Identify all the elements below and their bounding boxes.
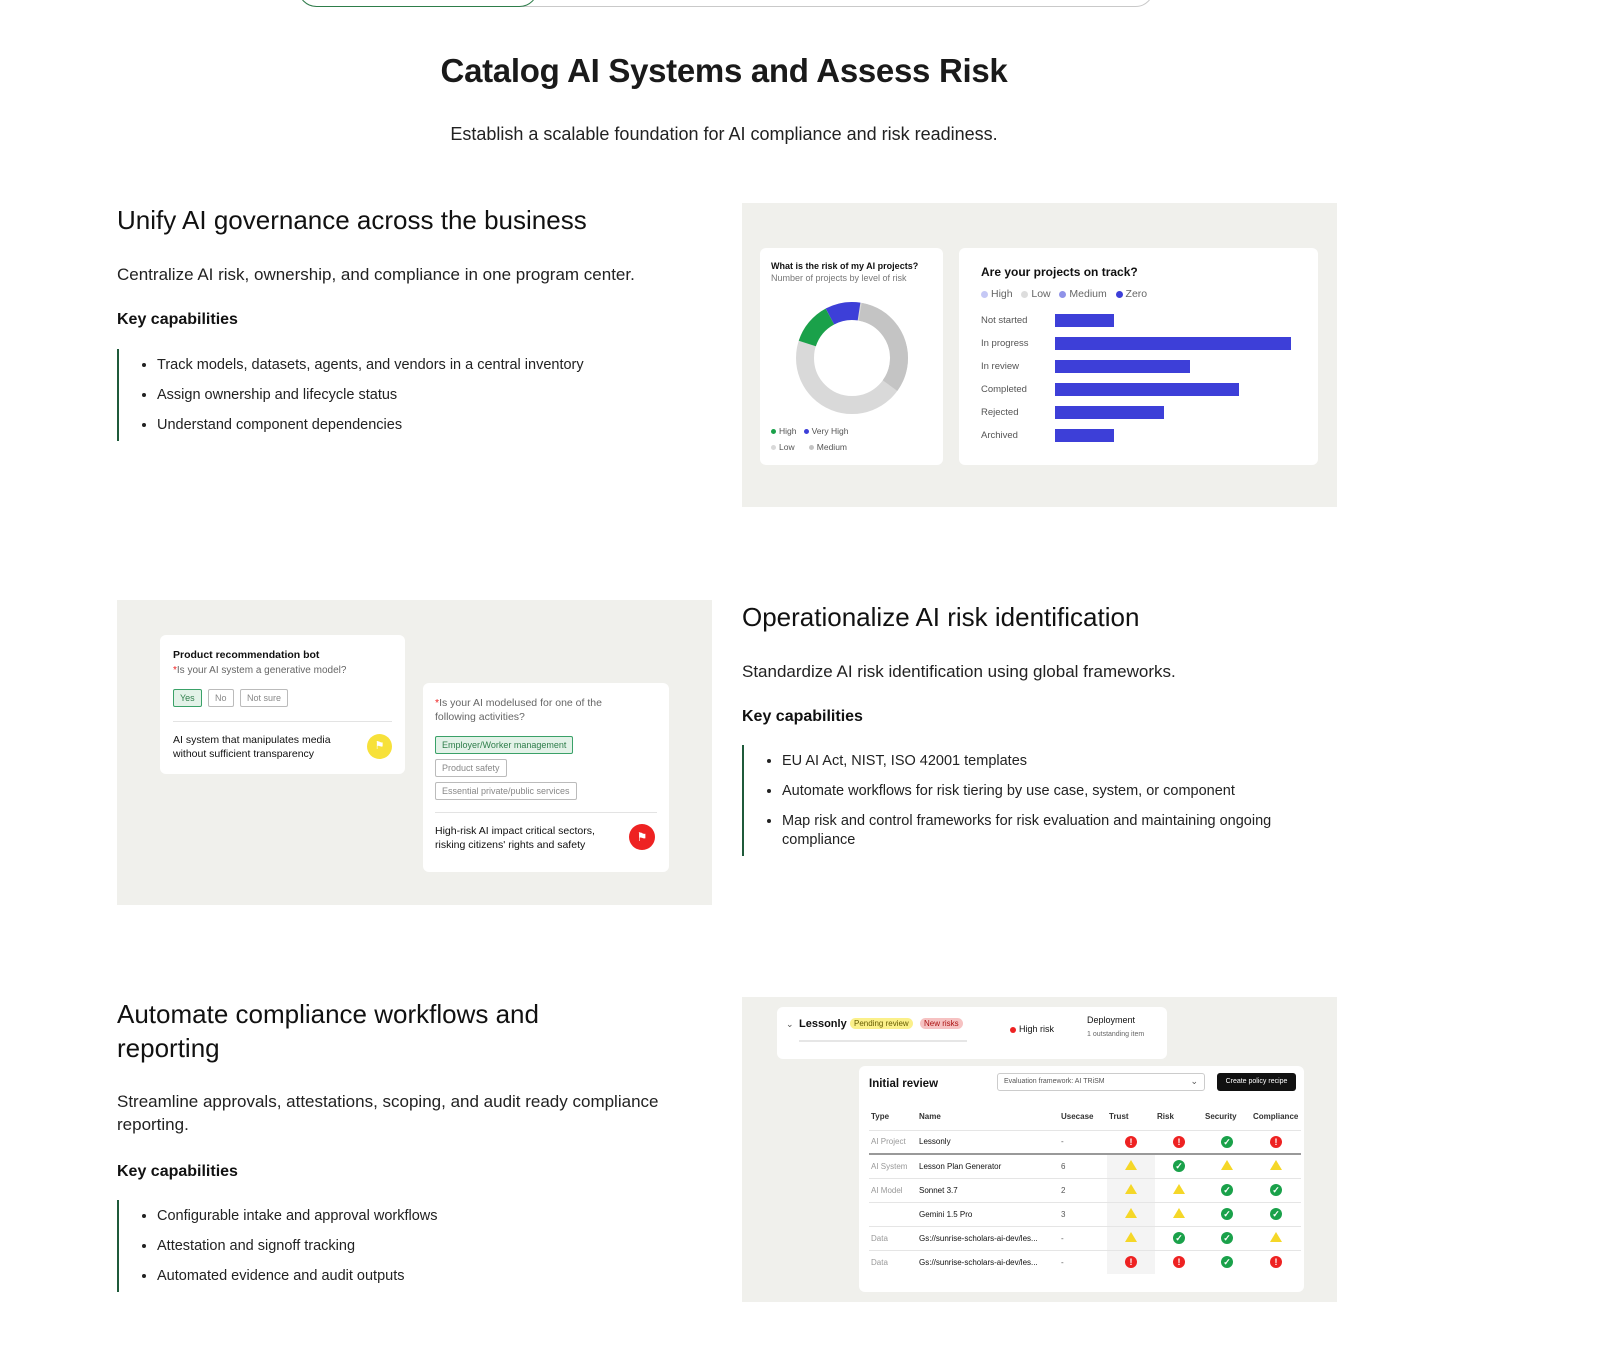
- warning-icon: [1173, 1184, 1185, 1194]
- alert-icon: !: [1125, 1136, 1137, 1148]
- bar: [1055, 383, 1239, 396]
- cell-status: [1203, 1226, 1251, 1250]
- chevron-down-icon: ⌄: [1190, 1076, 1198, 1086]
- list-item: • Track models, datasets, agents, and vendors in a central inventory: [157, 356, 584, 375]
- check-icon: ✓: [1221, 1136, 1233, 1148]
- cell-status: [1251, 1202, 1301, 1226]
- check-icon: ✓: [1221, 1256, 1233, 1268]
- table-row[interactable]: [869, 1226, 1301, 1250]
- cell-usecase: 2: [1059, 1178, 1107, 1202]
- pending-badge: Pending review: [850, 1018, 913, 1029]
- legend-label: Medium: [816, 442, 847, 452]
- bar-category-label: Archived: [981, 430, 1018, 441]
- risk-label: High risk: [1019, 1024, 1055, 1034]
- alert-icon: !: [1270, 1136, 1282, 1148]
- warning-icon: [1270, 1160, 1282, 1170]
- legend-label: Low: [779, 442, 795, 452]
- cell-status: [1155, 1250, 1203, 1274]
- check-icon: ✓: [1270, 1184, 1282, 1196]
- question-text: Is your AI modelused for one of the following activities?: [435, 697, 602, 723]
- legend-label: High: [779, 426, 797, 436]
- bar: [1055, 314, 1114, 327]
- outstanding-items: 1 outstanding item: [1087, 1031, 1145, 1038]
- flag-icon: ⚑: [629, 824, 655, 850]
- section2-caps-list: [742, 745, 1302, 856]
- col-type: Type: [871, 1112, 890, 1122]
- bar-category-label: In review: [981, 361, 1020, 372]
- col-name: Name: [919, 1112, 941, 1122]
- option-product-safety[interactable]: Product safety: [435, 759, 507, 777]
- cell-status: [1203, 1154, 1251, 1178]
- alert-icon: !: [1270, 1256, 1282, 1268]
- bar: [1055, 360, 1190, 373]
- legend-label: High: [991, 288, 1013, 300]
- table-row[interactable]: [869, 1130, 1301, 1154]
- cell-usecase: -: [1059, 1250, 1107, 1274]
- cell-status: [1251, 1130, 1301, 1154]
- option-not-sure[interactable]: Not sure: [240, 689, 288, 707]
- section3-description: Streamline approvals, attestations, scoping, and audit ready compliance reporting.: [117, 1092, 659, 1134]
- check-icon: ✓: [1270, 1208, 1282, 1220]
- table-row[interactable]: [869, 1250, 1301, 1274]
- cell-type: Data: [869, 1250, 917, 1274]
- bar: [1055, 406, 1164, 419]
- select-value: Evaluation framework: AI TRiSM: [1004, 1078, 1105, 1085]
- compliance-preview: [742, 997, 1337, 1302]
- cell-status: [1251, 1178, 1301, 1202]
- bar: [1055, 429, 1114, 442]
- warning-icon: [1270, 1232, 1282, 1242]
- cell-status: [1107, 1202, 1155, 1226]
- section2-description: Standardize AI risk identification using global frameworks.: [742, 662, 1176, 681]
- bar-chart-card: [959, 248, 1318, 465]
- framework-select[interactable]: [997, 1073, 1205, 1091]
- cell-status: [1251, 1154, 1301, 1178]
- bar-chart-title: Are your projects on track?: [981, 265, 1138, 279]
- option-employer[interactable]: Employer/Worker management: [435, 736, 573, 754]
- alert-icon: !: [1125, 1256, 1137, 1268]
- cell-type: [869, 1202, 917, 1226]
- bar-category-label: In progress: [981, 338, 1029, 349]
- risk-finding: AI system that manipulates media without sufficient transparency: [173, 734, 331, 760]
- cell-status: [1155, 1226, 1203, 1250]
- initial-review-card: [859, 1066, 1304, 1292]
- warning-icon: [1125, 1160, 1137, 1170]
- table-row[interactable]: [869, 1178, 1301, 1202]
- cell-status: [1107, 1130, 1155, 1154]
- donut-legend: [771, 426, 848, 452]
- section1-caps-list: [117, 349, 584, 441]
- cell-name: Gs://sunrise-scholars-ai-dev/les...: [917, 1250, 1059, 1274]
- cell-usecase: 6: [1059, 1154, 1107, 1178]
- risk-finding: High-risk AI impact critical sectors, risking citizens' rights and safety: [435, 825, 595, 851]
- risk-status: [1010, 1024, 1054, 1034]
- check-icon: ✓: [1221, 1184, 1233, 1196]
- cell-usecase: -: [1059, 1226, 1107, 1250]
- donut-subtitle: Number of projects by level of risk: [771, 273, 907, 283]
- donut-chart: [792, 298, 912, 418]
- warning-icon: [1173, 1208, 1185, 1218]
- cell-name: Sonnet 3.7: [917, 1178, 1059, 1202]
- option-essential-services[interactable]: Essential private/public services: [435, 782, 577, 800]
- legend-label: Low: [1031, 288, 1051, 300]
- cell-status: [1155, 1202, 1203, 1226]
- section3-caps-list: [117, 1200, 438, 1292]
- list-item: • EU AI Act, NIST, ISO 42001 templates: [782, 752, 1302, 771]
- option-no[interactable]: No: [208, 689, 234, 707]
- review-title: Initial review: [869, 1078, 939, 1090]
- section1-description: Centralize AI risk, ownership, and compliance in one program center.: [117, 265, 635, 284]
- alert-icon: !: [1173, 1256, 1185, 1268]
- cell-status: [1107, 1226, 1155, 1250]
- check-icon: ✓: [1221, 1208, 1233, 1220]
- top-tab-bar: [298, 0, 1154, 7]
- donut-card: [760, 248, 943, 465]
- cell-name: Gs://sunrise-scholars-ai-dev/les...: [917, 1226, 1059, 1250]
- new-risks-badge: New risks: [920, 1018, 963, 1029]
- cell-status: [1203, 1202, 1251, 1226]
- cell-usecase: 3: [1059, 1202, 1107, 1226]
- list-item: • Configurable intake and approval workflows: [157, 1207, 438, 1226]
- bar-chart-legend: [981, 288, 1147, 300]
- question-text: Is your AI system a generative model?: [176, 665, 347, 676]
- bar-category-label: Rejected: [981, 407, 1019, 418]
- cell-status: [1203, 1178, 1251, 1202]
- col-compliance: Compliance: [1253, 1112, 1299, 1122]
- option-yes[interactable]: Yes: [173, 689, 202, 707]
- cell-status: [1155, 1154, 1203, 1178]
- cell-name: Gemini 1.5 Pro: [917, 1202, 1059, 1226]
- review-table: [869, 1104, 1301, 1274]
- cell-status: [1203, 1250, 1251, 1274]
- dashboard-preview: [742, 203, 1337, 507]
- table-row[interactable]: [869, 1202, 1301, 1226]
- warning-icon: [1221, 1160, 1233, 1170]
- card-question: *Is your AI system a generative model?: [173, 665, 347, 676]
- card-question: *Is your AI modelused for one of the following activities?: [435, 697, 602, 723]
- cell-type: AI Project: [869, 1130, 917, 1154]
- list-item: • Map risk and control frameworks for risk evaluation and maintaining ongoing compliance: [782, 812, 1302, 850]
- cell-type: AI System: [869, 1154, 917, 1178]
- col-security: Security: [1205, 1112, 1237, 1122]
- project-name: Lessonly: [799, 1018, 847, 1030]
- warning-icon: [1125, 1208, 1137, 1218]
- cell-status: [1251, 1226, 1301, 1250]
- list-item: • Automated evidence and audit outputs: [157, 1267, 438, 1286]
- warning-icon: [1125, 1232, 1137, 1242]
- check-icon: ✓: [1173, 1232, 1185, 1244]
- list-item: • Assign ownership and lifecycle status: [157, 386, 584, 405]
- cell-status: [1107, 1154, 1155, 1178]
- deployment-label: Deployment: [1087, 1015, 1136, 1025]
- cell-status: [1203, 1130, 1251, 1154]
- check-icon: ✓: [1221, 1232, 1233, 1244]
- alert-icon: !: [1173, 1136, 1185, 1148]
- card-title: Product recommendation bot: [173, 649, 320, 661]
- cell-status: [1107, 1178, 1155, 1202]
- cell-status: [1251, 1250, 1301, 1274]
- cell-type: AI Model: [869, 1178, 917, 1202]
- cell-status: [1155, 1130, 1203, 1154]
- legend-label: Zero: [1125, 288, 1148, 300]
- table-row[interactable]: [869, 1154, 1301, 1178]
- cell-name: Lesson Plan Generator: [917, 1154, 1059, 1178]
- section2-caps-label: Key capabilities: [742, 708, 863, 725]
- legend-label: Medium: [1069, 288, 1107, 300]
- cell-status: [1107, 1250, 1155, 1274]
- col-risk: Risk: [1157, 1112, 1174, 1122]
- bar-category-label: Completed: [981, 384, 1027, 395]
- bar: [1055, 337, 1291, 350]
- donut-title: What is the risk of my AI projects?: [771, 261, 919, 271]
- section3-heading: Automate compliance workflows and reporting: [117, 999, 539, 1063]
- list-item: • Attestation and signoff tracking: [157, 1237, 438, 1256]
- section1-caps-label: Key capabilities: [117, 311, 238, 328]
- active-tab[interactable]: [298, 0, 538, 7]
- cell-status: [1155, 1178, 1203, 1202]
- list-item: • Automate workflows for risk tiering by use case, system, or component: [782, 782, 1302, 801]
- risk-questionnaire-preview: [117, 600, 712, 905]
- chevron-down-icon[interactable]: ⌄: [786, 1019, 794, 1029]
- list-item: • Understand component dependencies: [157, 416, 584, 435]
- section1-heading: Unify AI governance across the business: [117, 205, 587, 235]
- col-trust: Trust: [1109, 1112, 1129, 1122]
- section2-heading: Operationalize AI risk identification: [742, 602, 1140, 632]
- bar-category-label: Not started: [981, 315, 1028, 326]
- question-card-1: [160, 635, 405, 774]
- cell-type: Data: [869, 1226, 917, 1250]
- flag-icon: ⚑: [367, 734, 392, 759]
- project-card: [777, 1007, 1167, 1059]
- page-subtitle: Establish a scalable foundation for AI compliance and risk readiness.: [450, 124, 998, 144]
- col-usecase: Usecase: [1061, 1112, 1094, 1122]
- check-icon: ✓: [1173, 1160, 1185, 1172]
- legend-label: Very High: [811, 426, 849, 436]
- cell-usecase: -: [1059, 1130, 1107, 1154]
- create-policy-button[interactable]: Create policy recipe: [1217, 1073, 1296, 1091]
- warning-icon: [1125, 1184, 1137, 1194]
- cell-name: Lessonly: [917, 1130, 1059, 1154]
- section3-caps-label: Key capabilities: [117, 1163, 238, 1180]
- page-title: Catalog AI Systems and Assess Risk: [440, 52, 1008, 89]
- question-card-2: [423, 683, 669, 872]
